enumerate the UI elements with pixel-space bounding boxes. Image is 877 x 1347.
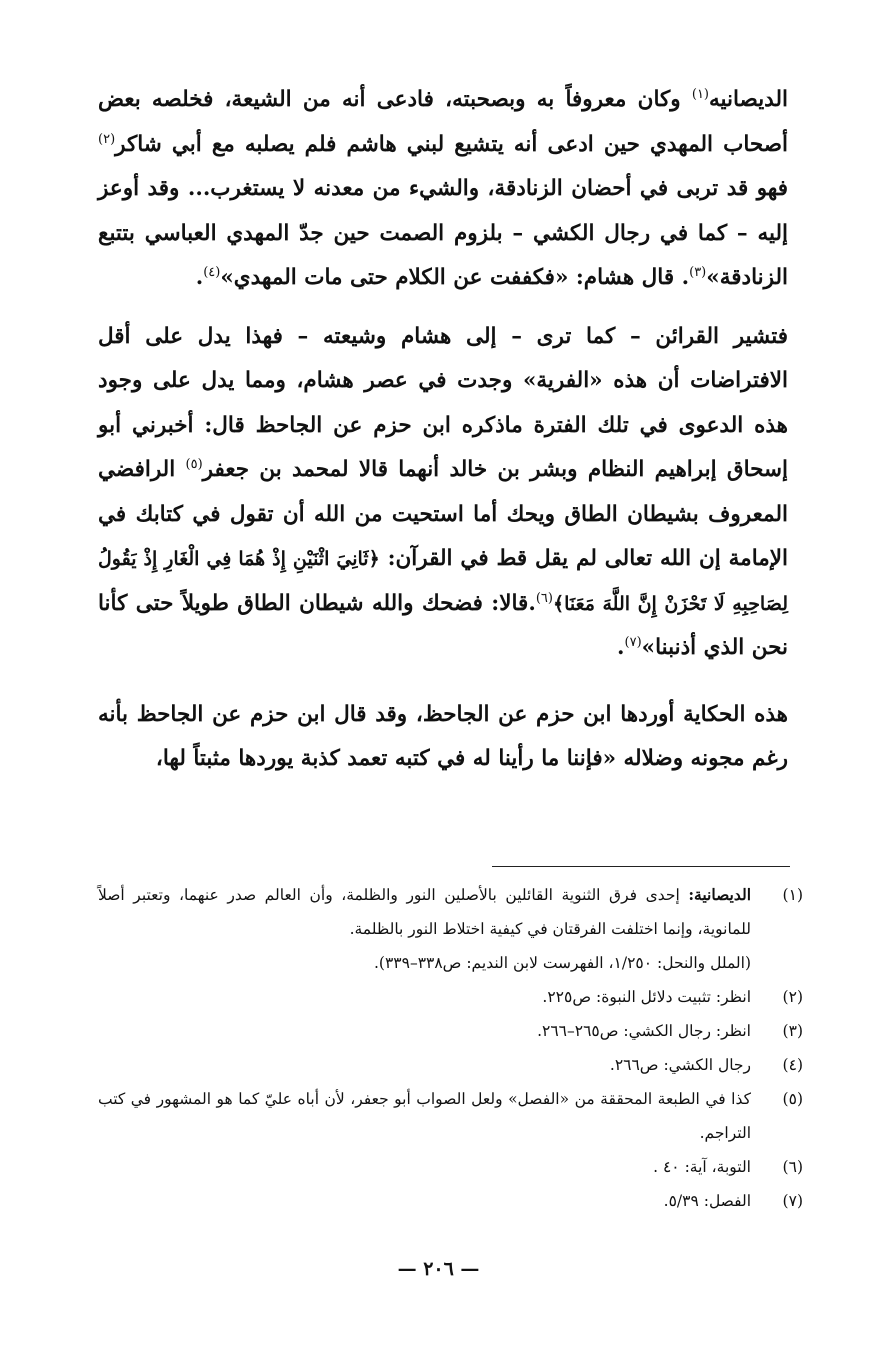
footnote-ref-7[interactable]: (٧) <box>624 635 642 650</box>
footnote-separator <box>492 866 790 867</box>
footnote-ref-3[interactable]: (٣) <box>689 265 707 280</box>
text-run: . <box>195 265 204 290</box>
footnote-text <box>98 878 751 980</box>
paragraph-2 <box>98 315 788 671</box>
text-run: وكان معروفاً به وبصحبته، فادعى أنه من الشيعة، فخلصه بعض أصحاب المهدي حين ادعى أنه يتشيع لبني هاشم فلم يصلبه مع أبي شاكر <box>98 87 788 157</box>
footnote-4 <box>98 1048 803 1082</box>
footnote-number: (١) <box>782 886 803 904</box>
footnote-number: (٦) <box>782 1158 803 1176</box>
footnote-5 <box>98 1082 803 1150</box>
text-run: . <box>617 635 625 660</box>
footnote-text: كذا في الطبعة المحققة من «الفصل» ولعل الصواب أبو جعفر، لأن أباه عليّ كما هو المشهور في كتب التراجم. <box>98 1090 751 1142</box>
text-run: فتشير القرائن – كما ترى – إلى هشام وشيعته – فهذا يدل على أقل الافتراضات أن هذه «الفرية» وجدت في عصر هشام، ومما يدل على وجود هذه الدعوى في تلك الفترة ماذكره ابن حزم عن الجاحظ قال: أخبرني أبو إسحاق إبراهيم النظام وبشر بن خالد أنهما قالا لمحمد بن جعفر <box>98 323 788 482</box>
page-number: — ٢٠٦ — <box>397 1258 480 1280</box>
paragraph-3: هذه الحكاية أوردها ابن حزم عن الجاحظ، وقد قال ابن حزم عن الجاحظ بأنه رغم مجونه وضلاله «فإننا ما رأينا له في كتبه تعمد كذبة يوردها مثبتاً لها، <box>98 701 788 771</box>
footnote-ref-5[interactable]: (٥) <box>185 457 203 472</box>
footnote-text: الفصل: ٥/٣٩. <box>663 1192 751 1210</box>
text-run: .قالا: فضحك والله شيطان الطاق طويلاً حتى كأنا نحن الذي أذنبنا» <box>98 590 788 660</box>
footnote-body: إحدى فرق الثنوية القائلين بالأصلين النور والظلمة، وأن العالم صدر عنهما، وتعتبر أصلاً للمانوية، وإنما اختلفت الفرقتان في كيفية اختلاط النور بالظلمة. <box>98 886 751 938</box>
footnote-text: التوبة، آية: ٤٠ . <box>653 1158 751 1176</box>
text-run: . قال هشام: «فكففت عن الكلام حتى مات المهدي» <box>220 265 690 290</box>
footnote-term: الديصانية: <box>688 885 751 904</box>
footnote-number: (٧) <box>782 1192 803 1210</box>
footnote-number: (٣) <box>782 1022 803 1040</box>
text-run: الرافضي المعروف بشيطان الطاق ويحك أما استحيت من الله أن تقول في كتابك في الإمامة إن الله تعالى لم يقل قط في القرآن: <box>98 457 788 571</box>
footnote-number: (٥) <box>782 1090 803 1108</box>
text-run: فهو قد تربى في أحضان الزنادقة، والشيء من معدنه لا يستغرب... وقد أوعز إليه – كما في رجال الكشي – بلزوم الصمت حين جدّ المهدي العباسي بتتبع الزنادقة» <box>98 176 788 290</box>
footnote-ref-4[interactable]: (٤) <box>203 265 221 280</box>
footnote-3 <box>98 1014 803 1048</box>
footnote-ref-2[interactable]: (٢) <box>98 131 116 147</box>
footnote-text: رجال الكشي: ص٢٦٦. <box>609 1056 751 1074</box>
text-run: الديصانيه <box>709 87 788 112</box>
paragraph-1 <box>98 78 788 301</box>
footnote-number: (٤) <box>782 1056 803 1074</box>
footnotes <box>98 878 803 1218</box>
footnote-1 <box>98 878 803 980</box>
footnote-text: انظر: تثبيت دلائل النبوة: ص٢٢٥. <box>542 988 751 1006</box>
main-text <box>98 78 788 782</box>
footnote-number: (٢) <box>782 988 803 1006</box>
quran-verse: ﴿ثَانِيَ اثْنَيْنِ إِذْ هُمَا فِي الْغَارِ إِذْ يَقُولُ لِصَاحِبِهِ لَا تَحْزَنْ إِنَّ اللَّهَ مَعَنَا﴾ <box>98 548 788 615</box>
footnote-ref-1[interactable]: (١) <box>691 87 709 102</box>
footnote-6 <box>98 1150 803 1184</box>
footnote-2 <box>98 980 803 1014</box>
footnote-7 <box>98 1184 803 1218</box>
footnote-ref-6[interactable]: (٦) <box>535 590 553 606</box>
footnote-text: انظر: رجال الكشي: ص٢٦٥–٢٦٦. <box>537 1022 751 1040</box>
footnote-reference: (الملل والنحل: ١/٢٥٠، الفهرست لابن النديم: ص٣٣٨–٣٣٩). <box>373 954 751 972</box>
